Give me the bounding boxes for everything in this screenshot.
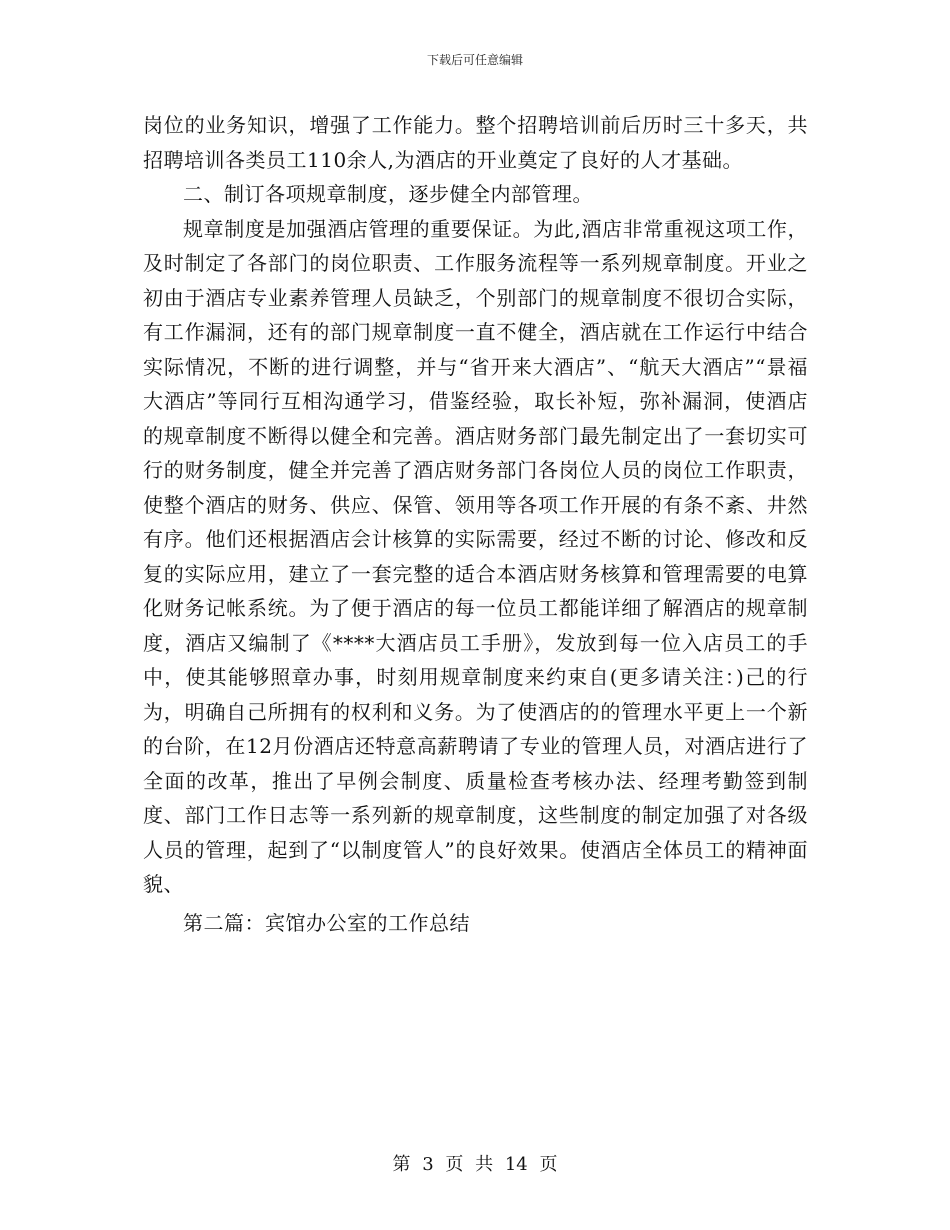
paragraph-regulations-detail: 规章制度是加强酒店管理的重要保证。为此,酒店非常重视这项工作，及时制定了各部门的岗位职责、工作服务流程等一系列规章制度。开业之初由于酒店专业素养管理人员缺乏，个别部门的规章制度不很切合实际，有工作漏洞，还有的部门规章制度一直不健全，酒店就在工作运行中结合实际情况，不断的进行调整，并与“省开来大酒店”、“航天大酒店”“景福大酒店”等同行互相沟通学习，借鉴经验，取长补短，弥补漏洞，使酒店的规章制度不断得以健全和完善。酒店财务部门最先制定出了一套切实可行的财务制度，健全并完善了酒店财务部门各岗位人员的岗位工作职责，使整个酒店的财务、供应、保管、领用等各项工作开展的有条不紊、井然有序。他们还根据酒店会计核算的实际需要，经过不断的讨论、修改和反复的实际应用，建立了一套完整的适合本酒店财务核算和管理需要的电算化财务记帐系统。为了便于酒店的每一位员工都能详细了解酒店的规章制度，酒店又编制了《****大酒店员工手册》，发放到每一位入店员工的手中，使其能够照章办事，时刻用规章制度来约束自(更多请关注：)己的行为，明确自己所拥有的权利和义务。为了使酒店的的管理水平更上一个新的台阶，在12月份酒店还特意高薪聘请了专业的管理人员，对酒店进行了全面的改革，推出了早例会制度、质量检查考核办法、经理考勤签到制度、部门工作日志等一系列新的规章制度，这些制度的制定加强了对各级人员的管理，起到了“以制度管人”的良好效果。使酒店全体员工的精神面貌、 (143, 216, 808, 896)
page-number-footer: 第 3 页 共 14 页 (392, 1154, 558, 1175)
paragraph-training-summary: 岗位的业务知识，增强了工作能力。整个招聘培训前后历时三十多天，共招聘培训各类员工110余人,为酒店的开业奠定了良好的人才基础。 (143, 113, 808, 172)
section-heading-regulations: 二、制订各项规章制度，逐步健全内部管理。 (183, 182, 593, 206)
chapter-heading-second: 第二篇：宾馆办公室的工作总结 (183, 910, 470, 935)
document-body (143, 108, 808, 940)
page-header: 下载后可任意编辑 (426, 53, 523, 67)
